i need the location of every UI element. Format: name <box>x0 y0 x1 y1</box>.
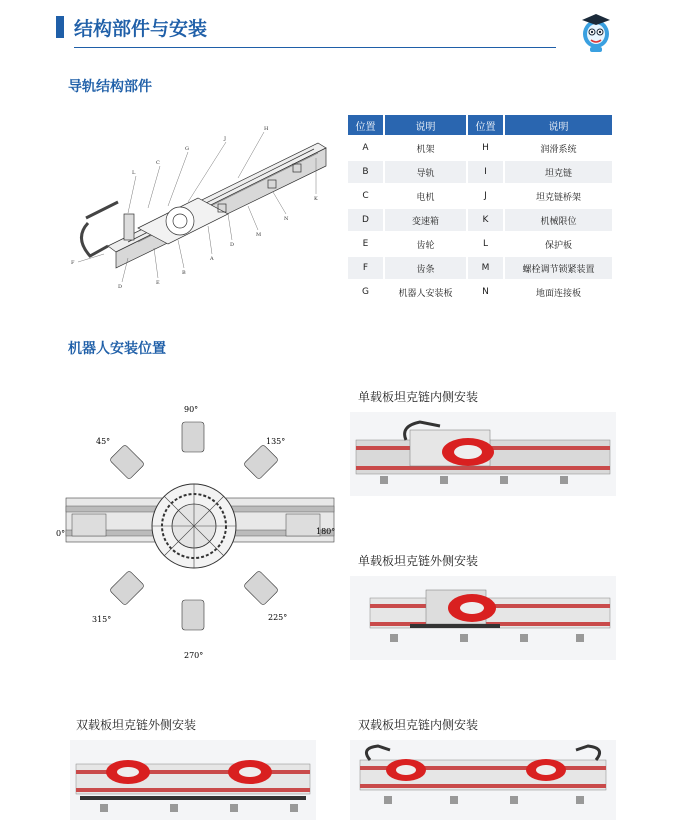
table-cell-description: 润滑系统 <box>505 137 612 159</box>
double-inner-install-render <box>350 740 616 820</box>
table-cell-position: H <box>468 137 503 159</box>
table-row <box>348 185 612 207</box>
table-cell-position: M <box>468 257 503 279</box>
mascot-robot-logo <box>574 10 618 54</box>
section-heading-rail-parts: 导轨结构部件 <box>68 79 152 95</box>
caption-single-outer: 单载板坦克链外侧安装 <box>358 554 479 568</box>
table-cell-description: 螺栓调节锁紧装置 <box>505 257 612 279</box>
parts-table <box>346 113 614 305</box>
caption-double-outer: 双载板坦克链外侧安装 <box>76 718 197 732</box>
table-row <box>348 233 612 255</box>
callout-K: K <box>314 196 318 202</box>
angle-label-90: 90° <box>184 405 199 414</box>
rail-structure-drawing <box>68 118 338 298</box>
table-cell-position: F <box>348 257 383 279</box>
callout-H: H <box>264 126 269 132</box>
table-cell-description: 齿条 <box>385 257 466 279</box>
table-cell-description: 变速箱 <box>385 209 466 231</box>
col-header-description: 说明 <box>385 115 466 135</box>
table-cell-position: A <box>348 137 383 159</box>
table-cell-position: K <box>468 209 503 231</box>
callout-L: L <box>132 170 136 176</box>
double-outer-install-render <box>70 740 316 820</box>
table-cell-description: 机器人安装板 <box>385 281 466 303</box>
table-cell-description: 地面连接板 <box>505 281 612 303</box>
table-cell-description: 机架 <box>385 137 466 159</box>
table-cell-position: N <box>468 281 503 303</box>
table-cell-description: 保护板 <box>505 233 612 255</box>
table-cell-position: B <box>348 161 383 183</box>
table-cell-position: I <box>468 161 503 183</box>
table-header-row <box>348 115 612 135</box>
table-cell-position: J <box>468 185 503 207</box>
title-divider <box>74 47 556 48</box>
table-row <box>348 281 612 303</box>
callout-F: F <box>71 260 75 266</box>
callout-N: N <box>284 216 289 222</box>
table-cell-position: L <box>468 233 503 255</box>
table-cell-description: 导轨 <box>385 161 466 183</box>
angle-label-0: 0° <box>56 529 66 538</box>
table-cell-description: 电机 <box>385 185 466 207</box>
table-row <box>348 257 612 279</box>
callout-G: G <box>185 146 189 152</box>
table-cell-position: C <box>348 185 383 207</box>
section-heading-mount-positions: 机器人安装位置 <box>68 341 166 357</box>
single-inner-install-render <box>350 412 616 496</box>
callout-M: M <box>256 232 262 238</box>
table-row <box>348 137 612 159</box>
table-cell-position: G <box>348 281 383 303</box>
caption-single-inner: 单载板坦克链内侧安装 <box>358 390 479 404</box>
angle-label-315: 315° <box>92 615 112 624</box>
angle-label-45: 45° <box>96 437 111 446</box>
angle-label-225: 225° <box>268 613 288 622</box>
table-cell-position: D <box>348 209 383 231</box>
col-header-position: 位置 <box>348 115 383 135</box>
table-cell-description: 坦克链桥架 <box>505 185 612 207</box>
page-title: 结构部件与安装 <box>74 18 208 40</box>
angle-label-270: 270° <box>184 651 204 660</box>
angle-label-180: 180° <box>316 527 336 536</box>
caption-double-inner: 双载板坦克链内侧安装 <box>358 718 479 732</box>
single-outer-install-render <box>350 576 616 660</box>
callout-J: J <box>224 136 227 142</box>
table-row <box>348 161 612 183</box>
callout-A: A <box>210 256 214 262</box>
table-cell-description: 坦克链 <box>505 161 612 183</box>
callout-D-right: D <box>230 242 235 248</box>
col-header-description: 说明 <box>505 115 612 135</box>
callout-D-left: D <box>118 284 123 290</box>
table-cell-description: 机械限位 <box>505 209 612 231</box>
table-cell-position: E <box>348 233 383 255</box>
callout-C: C <box>156 160 160 166</box>
col-header-position: 位置 <box>468 115 503 135</box>
title-accent-bar <box>56 16 64 38</box>
angle-label-135: 135° <box>266 437 286 446</box>
table-cell-description: 齿轮 <box>385 233 466 255</box>
callout-E: E <box>156 280 160 286</box>
table-row <box>348 209 612 231</box>
mount-angle-diagram <box>54 398 344 666</box>
callout-B: B <box>182 270 186 276</box>
